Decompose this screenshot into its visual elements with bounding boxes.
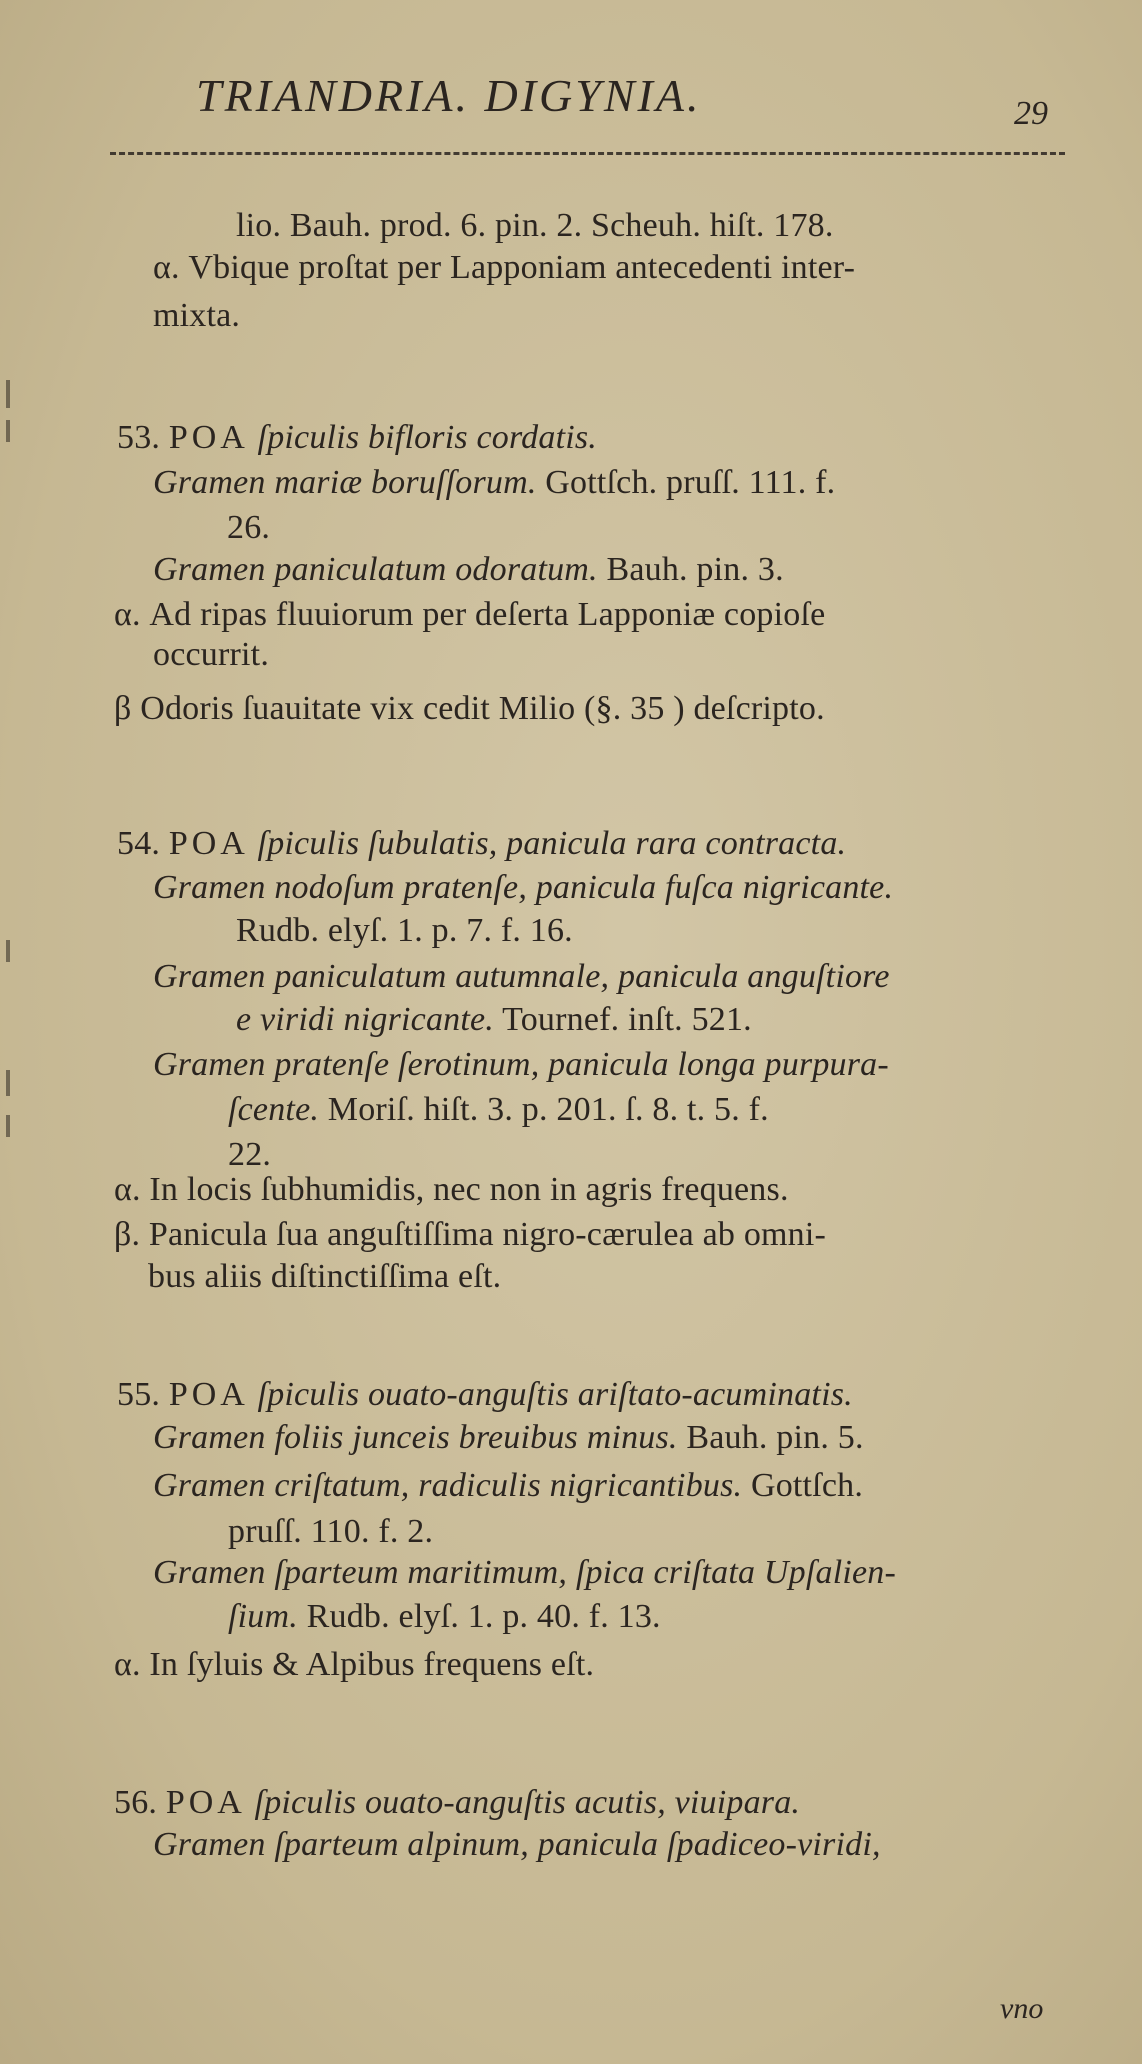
margin-mark <box>6 380 10 408</box>
text-line: ſcente. Moriſ. hiſt. 3. p. 201. ſ. 8. t. 5. f. <box>228 1091 769 1128</box>
text-line: ſium. Rudb. elyſ. 1. p. 40. f. 13. <box>228 1598 661 1635</box>
text-line: bus aliis diſtinctiſſima eſt. <box>148 1258 502 1295</box>
margin-mark <box>6 940 10 962</box>
text-line: pruſſ. 110. f. 2. <box>228 1513 434 1550</box>
text-line: occurrit. <box>153 636 270 673</box>
entry-heading-54: 54. POA ſpiculis ſubulatis, panicula rara contracta. <box>117 825 847 862</box>
text-line: α. Ad ripas fluuiorum per deſerta Lapponiæ copioſe <box>114 596 826 633</box>
page-number: 29 <box>1014 95 1048 132</box>
header-rule <box>110 152 1065 155</box>
text-line: α. In locis ſubhumidis, nec non in agris frequens. <box>114 1171 789 1208</box>
text-line: 26. <box>227 509 271 546</box>
text-line: 22. <box>228 1136 272 1173</box>
text-line: e viridi nigricante. Tournef. inſt. 521. <box>236 1001 752 1038</box>
text-line: Gramen foliis junceis breuibus minus. Bauh. pin. 5. <box>153 1419 864 1456</box>
text-line: β. Panicula ſua anguſtiſſima nigro-cærulea ab omni- <box>114 1216 827 1253</box>
text-line: Gramen ſparteum alpinum, panicula ſpadiceo-viridi, <box>153 1826 881 1863</box>
margin-mark <box>6 1115 10 1137</box>
catchword: vno <box>1000 1992 1044 2025</box>
text-line: Gramen criſtatum, radiculis nigricantibus. Gottſch. <box>153 1467 864 1504</box>
text-line: Gramen paniculatum odoratum. Bauh. pin. 3. <box>153 551 784 588</box>
text-line: Gramen nodoſum pratenſe, panicula fuſca nigricante. <box>153 869 894 906</box>
running-head: TRIANDRIA. DIGYNIA. <box>196 70 702 121</box>
entry-heading-56: 56. POA ſpiculis ouato-anguſtis acutis, viuipara. <box>114 1784 801 1821</box>
text-line: Gramen mariæ boruſſorum. Gottſch. pruſſ. 111. f. <box>153 464 836 501</box>
text-line: α. In ſyluis & Alpibus frequens eſt. <box>114 1646 595 1683</box>
text-line: α. Vbique proſtat per Lapponiam antecedenti inter- <box>153 249 856 286</box>
text-line: lio. Bauh. prod. 6. pin. 2. Scheuh. hiſt. 178. <box>236 207 834 244</box>
text-line: mixta. <box>153 297 241 334</box>
margin-mark <box>6 1070 10 1096</box>
text-line: Gramen pratenſe ſerotinum, panicula longa purpura- <box>153 1046 889 1083</box>
entry-heading-55: 55. POA ſpiculis ouato-anguſtis ariſtato-acuminatis. <box>117 1376 853 1413</box>
entry-heading-53: 53. POA ſpiculis bifloris cordatis. <box>117 419 597 456</box>
text-line: Gramen paniculatum autumnale, panicula anguſtiore <box>153 958 890 995</box>
text-line: β Odoris ſuauitate vix cedit Milio (§. 35 ) deſcripto. <box>114 690 825 727</box>
margin-mark <box>6 420 10 442</box>
text-line: Gramen ſparteum maritimum, ſpica criſtata Upſalien- <box>153 1554 897 1591</box>
text-line: Rudb. elyſ. 1. p. 7. f. 16. <box>236 912 573 949</box>
